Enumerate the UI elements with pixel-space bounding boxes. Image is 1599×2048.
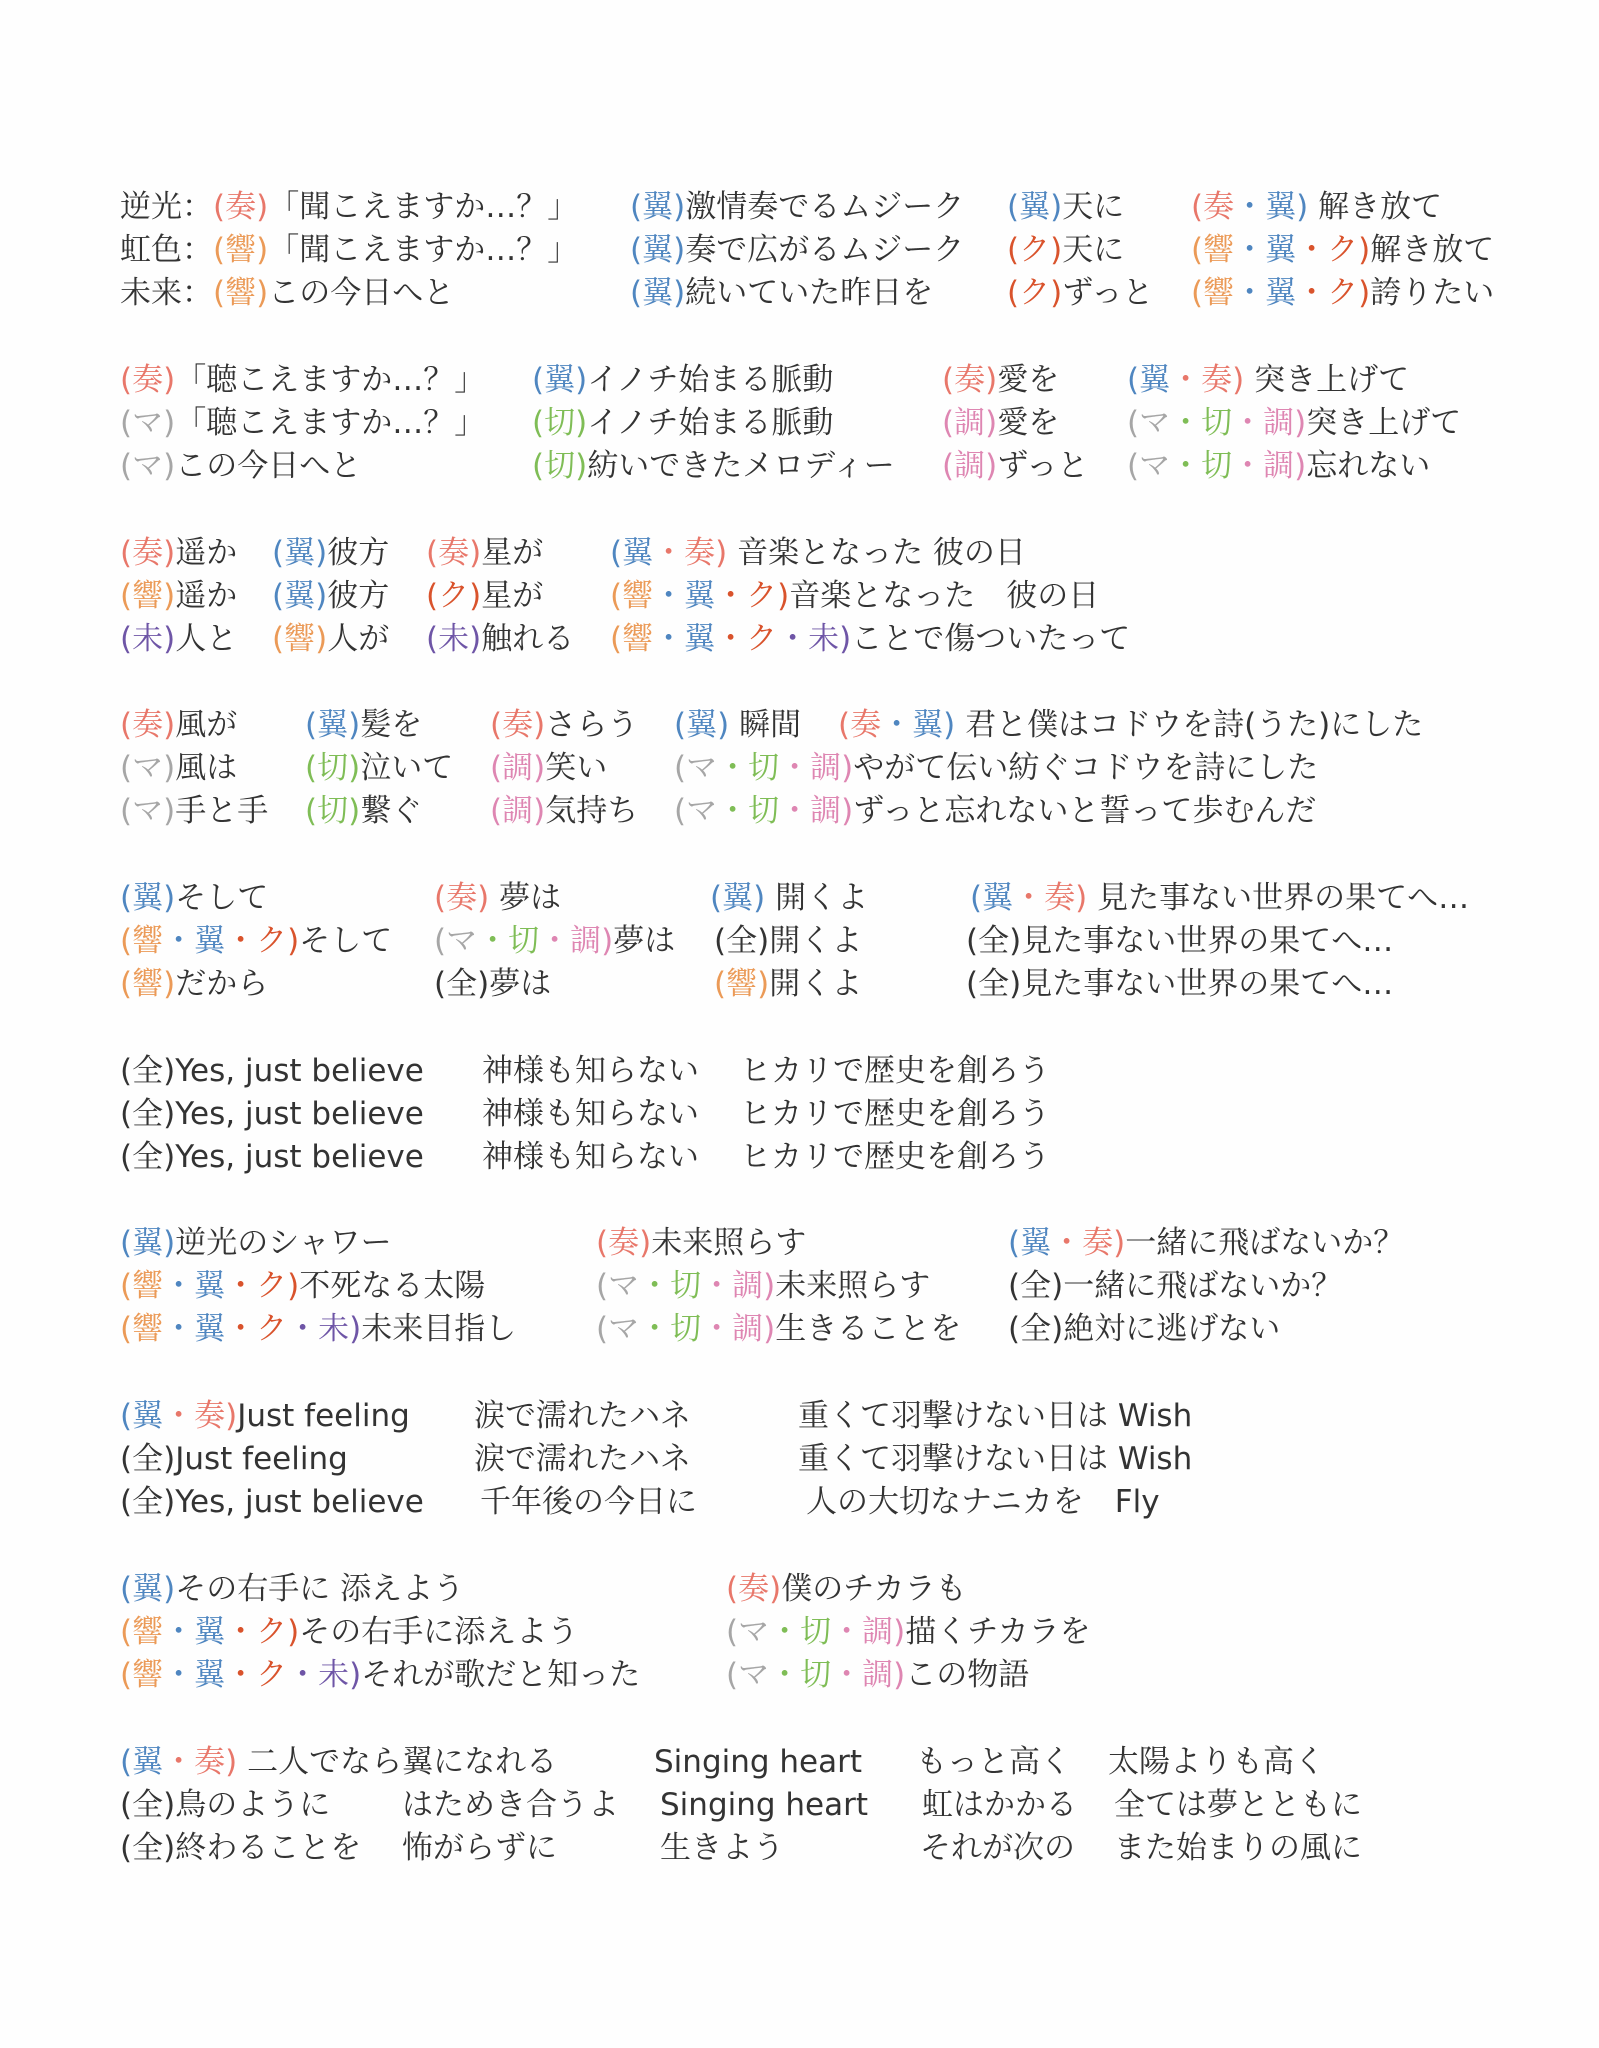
lyric-segment: (奏・翼) 君と僕はコドウを詩(うた)にした [838,707,1424,743]
lyric-segment: (響・翼・ク)音楽となった 彼の日 [610,578,1100,614]
lyric-segment: 怖がらずに [402,1830,557,1866]
lyric-segment: (響・翼・ク)誇りたい [1191,275,1495,311]
lyric-segment: (奏)僕のチカラも [726,1571,967,1607]
lyric-segment: (翼)髪を [305,707,423,743]
lyric-segment: ヒカリで歴史を創ろう [740,1053,1050,1089]
lyric-segment: (奏)さらう [490,707,639,743]
lyric-segment: 神様も知らない [482,1096,699,1132]
lyric-segment: (翼)激情奏でるムジーク [630,189,965,225]
lyric-segment: (響・翼・ク・未)ことで傷ついたって [610,621,1131,657]
lyric-segment: 生きよう [660,1830,784,1866]
lyric-segment: (全)見た事ない世界の果てへ… [966,966,1394,1002]
lyric-segment: 虹色：(響)「聞こえますか…？」 [120,232,579,268]
lyric-segment: (ク)天に [1007,232,1125,268]
lyric-segment: (翼) 開くよ [710,880,869,916]
lyric-segment: (調)愛を [942,405,1060,441]
lyric-segment: (全)見た事ない世界の果てへ… [966,923,1394,959]
lyric-segment: Singing heart [654,1744,863,1780]
lyric-segment: (マ・切・調)未来照らす [596,1268,931,1304]
lyric-segment: (響・翼・ク)不死なる太陽 [120,1268,486,1304]
lyric-segment: (翼・奏)一緒に飛ばないか？ [1008,1225,1405,1261]
lyric-segment: Singing heart [660,1787,869,1823]
lyric-segment: (響・翼・ク)そして [120,923,393,959]
lyric-segment: (マ・切・調)ずっと忘れないと誓って歩むんだ [674,793,1317,829]
lyric-segment: (マ)「聴こえますか…？」 [120,405,486,441]
lyric-segment: (マ)風は [120,750,238,786]
lyric-segment: (翼)彼方 [272,578,390,614]
lyric-segment: 未来：(響)この今日へと [120,275,455,311]
lyric-segment: また始まりの風に [1114,1830,1362,1866]
lyric-segment: (翼)奏で広がるムジーク [630,232,965,268]
lyric-segment: (全)一緒に飛ばないか？ [1008,1268,1343,1304]
lyric-segment: 人の大切なナニカを Fly [806,1484,1160,1520]
lyric-segment: (マ・切・調)この物語 [726,1657,1030,1693]
lyric-segment: (響・翼・ク)その右手に添えよう [120,1614,579,1650]
lyric-segment: (翼)天に [1007,189,1125,225]
lyric-segment: ヒカリで歴史を創ろう [740,1096,1050,1132]
lyric-segment: (ク)ずっと [1007,275,1154,311]
lyric-segment: (奏)遥か [120,535,238,571]
lyric-segment: (全)開くよ [714,923,863,959]
lyric-segment: (響)人が [272,621,390,657]
lyric-segment: 重くて羽撃けない日は Wish [798,1398,1193,1434]
lyric-segment: 重くて羽撃けない日は Wish [798,1441,1193,1477]
lyric-segment: (奏)未来照らす [596,1225,807,1261]
lyric-segment: もっと高く [916,1744,1071,1780]
lyric-segment: (調)気持ち [490,793,639,829]
lyric-segment: 虹はかかる [922,1787,1077,1823]
lyric-segment: (全)Yes, just believe [120,1096,424,1132]
lyric-segment: 涙で濡れたハネ [474,1441,691,1477]
lyric-segment: (マ)この今日へと [120,448,362,484]
lyric-segment: それが次の [920,1830,1075,1866]
lyric-segment: (切)イノチ始まる脈動 [532,405,834,441]
lyric-segment: (翼)その右手に 添えよう [120,1571,465,1607]
lyric-segment: (マ)手と手 [120,793,269,829]
lyric-segment: (翼) 瞬間 [674,707,802,743]
lyric-segment: 全ては夢とともに [1114,1787,1362,1823]
lyric-segment: (響・翼・ク)解き放て [1191,232,1495,268]
lyric-segment: (全)終わることを [120,1830,362,1866]
lyric-segment: (翼・奏) 音楽となった 彼の日 [610,535,1026,571]
lyric-segment: (マ・切・調)やがて伝い紡ぐコドウを詩にした [674,750,1319,786]
lyric-segment: (全)Yes, just believe [120,1053,424,1089]
lyric-segment: (奏)愛を [942,362,1060,398]
lyric-segment: (ク)星が [426,578,544,614]
lyric-segment: (マ・切・調)描くチカラを [726,1614,1091,1650]
lyric-segment: 千年後の今日に [480,1484,697,1520]
lyric-segment: (響・翼・ク・未)未来目指し [120,1311,517,1347]
lyric-segment: 太陽よりも高く [1108,1744,1325,1780]
lyric-segment: (全)Yes, just believe [120,1484,424,1520]
lyric-segment: はためき合うよ [402,1787,619,1823]
lyric-segment: (マ・切・調)夢は [434,923,676,959]
lyric-segment: (切)繋ぐ [305,793,423,829]
lyric-segment: (翼)イノチ始まる脈動 [532,362,834,398]
lyric-segment: (調)ずっと [942,448,1089,484]
lyric-segment: (響)だから [120,966,269,1002]
lyric-segment: (響)開くよ [714,966,863,1002]
lyric-segment: (切)泣いて [305,750,454,786]
lyric-segment: (未)触れる [426,621,575,657]
lyric-segment: 涙で濡れたハネ [474,1398,691,1434]
lyric-segment: (全)Yes, just believe [120,1139,424,1175]
lyric-segment: (翼・奏)Just feeling [120,1398,410,1434]
lyric-segment: (翼)続いていた昨日を [630,275,934,311]
lyric-segment: (響)遥か [120,578,238,614]
lyric-segment: (調)笑い [490,750,608,786]
lyric-segment: ヒカリで歴史を創ろう [740,1139,1050,1175]
lyric-segment: (翼・奏) 見た事ない世界の果てへ… [970,880,1470,916]
lyric-segment: (翼)逆光のシャワー [120,1225,392,1261]
lyric-segment: 神様も知らない [482,1053,699,1089]
lyric-segment: (マ・切・調)忘れない [1127,448,1431,484]
lyric-segment: (全)Just feeling [120,1441,348,1477]
lyric-segment: 逆光：(奏)「聞こえますか…？」 [120,189,579,225]
lyric-segment: (マ・切・調)生きることを [596,1311,962,1347]
lyric-segment: (奏)風が [120,707,238,743]
lyric-segment: (翼・奏) 突き上げて [1127,362,1410,398]
lyric-segment: (奏)星が [426,535,544,571]
lyric-segment: (全)絶対に逃げない [1008,1311,1281,1347]
lyric-segment: 神様も知らない [482,1139,699,1175]
lyric-segment: (奏・翼) 解き放て [1191,189,1443,225]
lyric-segment: (響・翼・ク・未)それが歌だと知った [120,1657,641,1693]
lyric-segment: (奏)「聴こえますか…？」 [120,362,486,398]
lyric-segment: (翼)そして [120,880,269,916]
lyric-segment: (全)鳥のように [120,1787,331,1823]
lyric-segment: (マ・切・調)突き上げて [1127,405,1462,441]
lyric-segment: (全)夢は [434,966,552,1002]
lyric-segment: (未)人と [120,621,238,657]
lyric-segment: (切)紡いできたメロディー [532,448,895,484]
lyric-segment: (奏) 夢は [434,880,562,916]
lyric-segment: (翼)彼方 [272,535,390,571]
lyric-segment: (翼・奏) 二人でなら翼になれる [120,1744,558,1780]
